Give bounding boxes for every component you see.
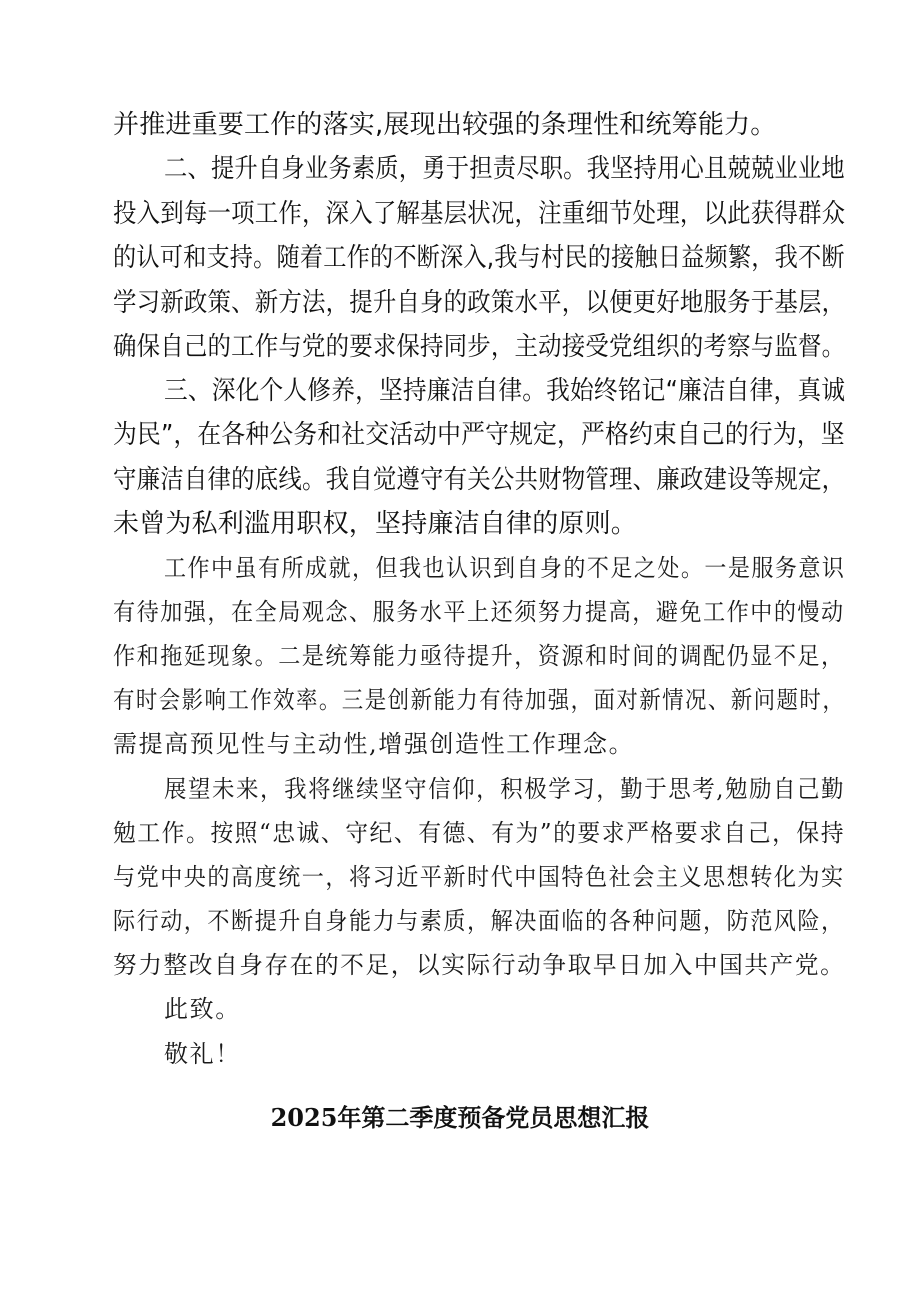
paragraph-line: 需提高预见性与主动性,增强创造性工作理念。 [113,730,635,758]
paragraph-line: 未曾为私利滥用职权，坚持廉洁自律的原则。 [113,509,638,539]
paragraph-line: 三、深化个人修养，坚持廉洁自律。我始终铭记“廉洁自律，真诚 [164,376,846,406]
paragraph-line: 有待加强，在全局观念、服务水平上还须努力提高，避免工作中的慢动 [113,598,845,626]
paragraph-line: 为民”，在各种公务和社交活动中严守规定，严格约束自己的行为，坚 [113,420,845,450]
paragraph-line: 展望未来，我将继续坚守信仰，积极学习，勤于思考,勉励自己勤 [164,775,846,803]
paragraph-line: 努力整改自身存在的不足，以实际行动争取早日加入中国共产党。 [113,951,846,979]
paragraph-line: 学习新政策、新方法，提升自身的政策水平，以便更好地服务于基层， [113,288,846,318]
salutation-line: 敬礼！ [164,1040,241,1068]
paragraph-line: 并推进重要工作的落实,展现出较强的条理性和统筹能力。 [113,110,777,140]
paragraph-line: 勉工作。按照“忠诚、守纪、有德、有为”的要求严格要求自己，保持 [113,819,846,847]
paragraph-line: 确保自己的工作与党的要求保持同步，主动接受党组织的考察与监督。 [113,332,846,362]
closing-line: 此致。 [164,995,241,1023]
paragraph-line: 的认可和支持。随着工作的不断深入,我与村民的接触日益频繁，我不断 [113,243,845,273]
paragraph-line: 与党中央的高度统一，将习近平新时代中国特色社会主义思想转化为实 [113,863,845,891]
paragraph-line: 有时会影响工作效率。三是创新能力有待加强，面对新情况、新问题时， [113,686,846,714]
paragraph-line: 工作中虽有所成就，但我也认识到自身的不足之处。一是服务意识 [164,554,846,582]
paragraph-line: 作和拖延现象。二是统筹能力亟待提升，资源和时间的调配仍显不足， [113,642,845,670]
paragraph-line: 投入到每一项工作，深入了解基层状况，注重细节处理，以此获得群众 [113,199,846,229]
paragraph-line: 守廉洁自律的底线。我自觉遵守有关公共财物管理、廉政建设等规定， [113,465,846,495]
paragraph-line: 二、提升自身业务素质，勇于担责尽职。我坚持用心且兢兢业业地 [164,154,845,184]
paragraph-line: 际行动，不断提升自身能力与素质，解决面临的各种问题，防范风险， [113,907,845,935]
document-title: 2025年第二季度预备党员思想汇报 [270,1103,650,1132]
